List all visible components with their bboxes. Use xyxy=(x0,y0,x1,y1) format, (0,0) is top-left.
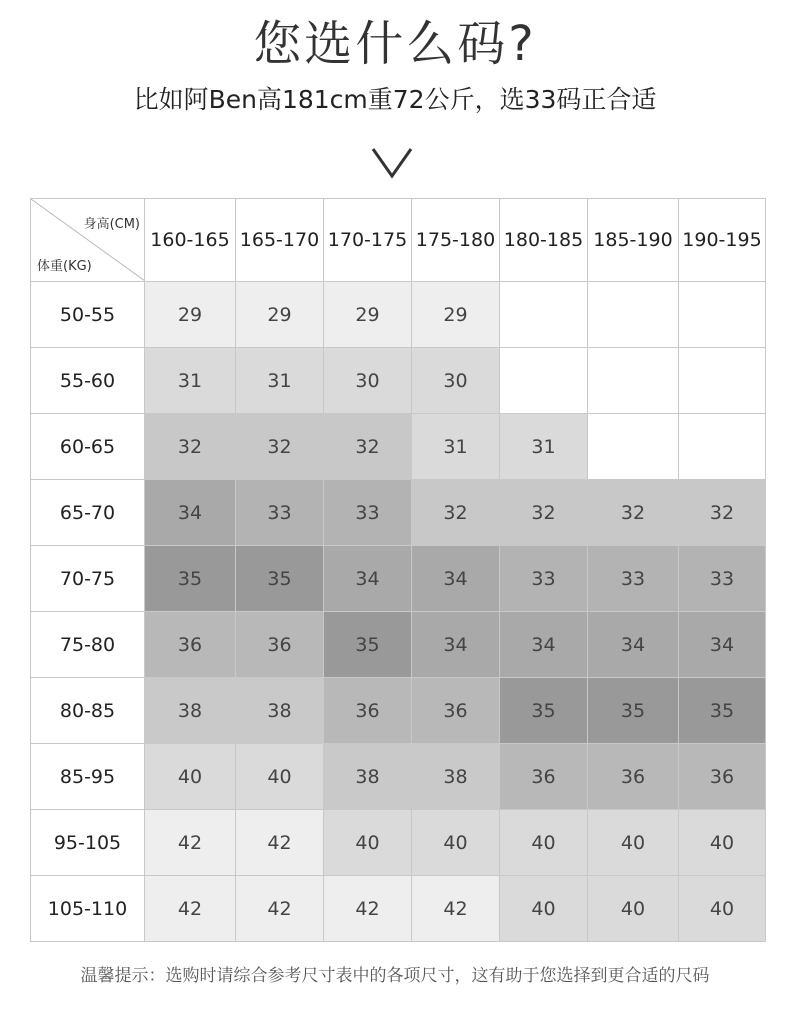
size-cell: 42 xyxy=(145,810,236,876)
size-cell: 36 xyxy=(500,744,588,810)
size-cell: 33 xyxy=(500,546,588,612)
size-cell: 35 xyxy=(324,612,412,678)
header-row xyxy=(31,199,766,282)
size-cell xyxy=(588,348,679,414)
table-row xyxy=(31,282,766,348)
height-range-header: 165-170 xyxy=(236,199,324,282)
weight-range-cell: 70-75 xyxy=(31,546,145,612)
table-row xyxy=(31,414,766,480)
size-cell: 40 xyxy=(324,810,412,876)
size-cell: 36 xyxy=(679,744,766,810)
size-cell: 38 xyxy=(412,744,500,810)
size-cell xyxy=(500,282,588,348)
size-cell: 42 xyxy=(412,876,500,942)
size-cell: 42 xyxy=(236,876,324,942)
weight-range-cell: 75-80 xyxy=(31,612,145,678)
height-range-header: 170-175 xyxy=(324,199,412,282)
size-cell: 29 xyxy=(236,282,324,348)
size-cell: 33 xyxy=(679,546,766,612)
table-row xyxy=(31,612,766,678)
height-range-header: 190-195 xyxy=(679,199,766,282)
weight-range-cell: 60-65 xyxy=(31,414,145,480)
size-cell: 32 xyxy=(145,414,236,480)
weight-range-cell: 105-110 xyxy=(31,876,145,942)
size-cell: 31 xyxy=(412,414,500,480)
weight-range-cell: 65-70 xyxy=(31,480,145,546)
size-cell: 40 xyxy=(588,876,679,942)
size-cell: 30 xyxy=(324,348,412,414)
height-range-header: 185-190 xyxy=(588,199,679,282)
size-cell: 35 xyxy=(679,678,766,744)
height-range-header: 175-180 xyxy=(412,199,500,282)
size-cell: 32 xyxy=(236,414,324,480)
corner-header-cell xyxy=(31,199,145,282)
size-cell: 34 xyxy=(412,546,500,612)
size-cell: 34 xyxy=(500,612,588,678)
size-cell: 32 xyxy=(412,480,500,546)
size-cell: 35 xyxy=(145,546,236,612)
size-cell: 33 xyxy=(324,480,412,546)
size-cell: 40 xyxy=(500,876,588,942)
table-row xyxy=(31,876,766,942)
weight-axis-label: 体重(KG) xyxy=(37,259,92,274)
size-cell: 33 xyxy=(236,480,324,546)
size-cell: 40 xyxy=(145,744,236,810)
weight-range-cell: 95-105 xyxy=(31,810,145,876)
size-cell: 31 xyxy=(500,414,588,480)
size-cell: 35 xyxy=(500,678,588,744)
weight-range-cell: 55-60 xyxy=(31,348,145,414)
size-cell: 42 xyxy=(324,876,412,942)
height-range-header: 180-185 xyxy=(500,199,588,282)
size-cell: 38 xyxy=(324,744,412,810)
size-cell xyxy=(679,282,766,348)
size-cell: 34 xyxy=(145,480,236,546)
size-cell xyxy=(588,414,679,480)
table-row xyxy=(31,678,766,744)
page-subtitle: 比如阿Ben高181cm重72公斤，选33码正合适 xyxy=(133,85,657,114)
table-row xyxy=(31,810,766,876)
size-cell: 32 xyxy=(679,480,766,546)
size-cell: 40 xyxy=(236,744,324,810)
table-row xyxy=(31,744,766,810)
size-cell: 35 xyxy=(588,678,679,744)
size-cell: 38 xyxy=(236,678,324,744)
size-cell: 34 xyxy=(679,612,766,678)
size-cell: 36 xyxy=(145,612,236,678)
chevron-down-icon xyxy=(370,145,414,181)
table-row xyxy=(31,546,766,612)
weight-range-cell: 80-85 xyxy=(31,678,145,744)
size-cell: 36 xyxy=(588,744,679,810)
tip-note: 温馨提示：选购时请综合参考尺寸表中的各项尺寸，这有助于您选择到更合适的尺码 xyxy=(80,966,710,986)
page-title: 您选什么码? xyxy=(253,16,537,72)
weight-range-cell: 50-55 xyxy=(31,282,145,348)
size-cell xyxy=(679,348,766,414)
size-cell: 36 xyxy=(412,678,500,744)
size-cell xyxy=(500,348,588,414)
size-cell: 42 xyxy=(145,876,236,942)
size-cell: 29 xyxy=(412,282,500,348)
size-cell: 40 xyxy=(679,876,766,942)
size-cell: 30 xyxy=(412,348,500,414)
size-cell: 40 xyxy=(679,810,766,876)
size-cell: 34 xyxy=(588,612,679,678)
size-cell xyxy=(588,282,679,348)
size-cell xyxy=(679,414,766,480)
size-cell: 42 xyxy=(236,810,324,876)
size-cell: 29 xyxy=(145,282,236,348)
size-cell: 34 xyxy=(412,612,500,678)
size-cell: 32 xyxy=(588,480,679,546)
size-cell: 40 xyxy=(588,810,679,876)
height-range-header: 160-165 xyxy=(145,199,236,282)
size-cell: 40 xyxy=(412,810,500,876)
size-cell: 29 xyxy=(324,282,412,348)
table-row xyxy=(31,480,766,546)
size-cell: 36 xyxy=(324,678,412,744)
size-cell: 38 xyxy=(145,678,236,744)
size-cell: 33 xyxy=(588,546,679,612)
size-cell: 31 xyxy=(145,348,236,414)
table-row xyxy=(31,348,766,414)
height-axis-label: 身高(CM) xyxy=(83,217,140,232)
size-cell: 35 xyxy=(236,546,324,612)
weight-range-cell: 85-95 xyxy=(31,744,145,810)
size-cell: 40 xyxy=(500,810,588,876)
size-cell: 32 xyxy=(324,414,412,480)
size-chart-table xyxy=(30,198,766,942)
size-cell: 32 xyxy=(500,480,588,546)
size-cell: 34 xyxy=(324,546,412,612)
size-cell: 31 xyxy=(236,348,324,414)
size-cell: 36 xyxy=(236,612,324,678)
size-chart-body xyxy=(31,282,766,942)
